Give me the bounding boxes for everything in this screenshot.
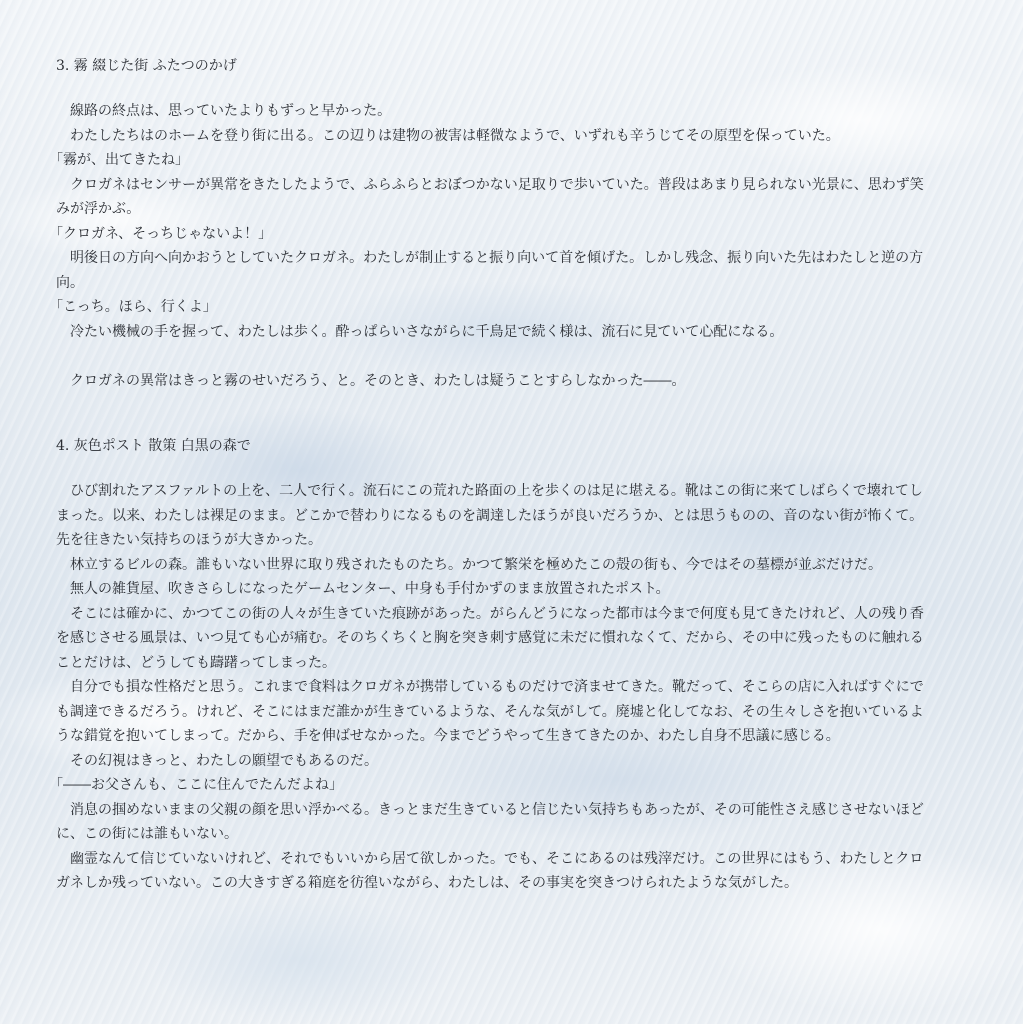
- paragraph: 明後日の方向へ向かおうとしていたクロガネ。わたしが制止すると振り向いて首を傾げた。しかし残念、振り向いた先はわたしと逆の方向。: [56, 250, 924, 291]
- dialogue-line: 「霧が、出てきたね」: [49, 152, 189, 168]
- paragraph: そこには確かに、かつてこの街の人々が生きていた痕跡があった。がらんどうになった都市は今まで何度も見てきたけれど、人の残り香を感じさせる風景は、いつ見ても心が痛む。そのちくちくと胸を突き刺す感覚に未だに慣れなくて、だから、その中に残ったものに触れることだけは、どうしても躊躇ってしまった。: [56, 605, 924, 671]
- paragraph: 無人の雑貨屋、吹きさらしになったゲームセンター、中身も手付かずのまま放置されたポスト。: [70, 581, 670, 597]
- section-3-heading: 3. 霧 綴じた街 ふたつのかげ: [56, 58, 237, 74]
- dialogue-line: 「クロガネ、そっちじゃないよ！」: [49, 225, 273, 242]
- paragraph: 消息の掴めないままの父親の顔を思い浮かべる。きっとまだ生きていると信じたい気持ちもあったが、その可能性さえ感じさせないほどに、この街には誰もいない。: [56, 801, 924, 842]
- document-page: [49, 56, 936, 896]
- paragraph-gap: [56, 344, 936, 369]
- dialogue-line: 「こっち。ほら、行くよ」: [49, 299, 217, 315]
- section-3-body: [49, 99, 936, 393]
- paragraph: 冷たい機械の手を握って、わたしは歩く。酔っぱらいさながらに千鳥足で続く様は、流石に見ていて心配になる。: [70, 323, 784, 340]
- paragraph: 幽霊なんて信じていないけれど、それでもいいから居て欲しかった。でも、そこにあるのは残滓だけ。この世界にはもう、わたしとクロガネしか残っていない。この大きすぎる箱庭を彷徨いながら、わたしは、その事実を突きつけられたような気がした。: [56, 850, 924, 891]
- paragraph: わたしたちはのホームを登り街に出る。この辺りは建物の被害は軽微なようで、いずれも辛うじてその原型を保っていた。: [70, 127, 840, 144]
- paragraph: 自分でも損な性格だと思う。これまで食料はクロガネが携帯しているものだけで済ませてきた。靴だって、そこらの店に入ればすぐにでも調達できるだろう。けれど、そこにはまだ誰かが生きているような、そんな気がして。廃墟と化してなお、その生々しさを抱いているような錯覚を抱いてしまって。だから、手を伸ばせなかった。今までどうやって生きてきたのか、わたし自身不思議に感じる。: [56, 679, 924, 744]
- section-4: [49, 436, 936, 896]
- paragraph: クロガネの異常はきっと霧のせいだろう、と。そのとき、わたしは疑うことすらしなかった――。: [70, 372, 686, 389]
- paragraph: 線路の終点は、思っていたよりもずっと早かった。: [70, 103, 392, 119]
- paragraph: その幻視はきっと、わたしの願望でもあるのだ。: [70, 752, 378, 769]
- paragraph: 林立するビルの森。誰もいない世界に取り残されたものたち。かつて繁栄を極めたこの殻の街も、今ではその墓標が並ぶだけだ。: [70, 556, 882, 573]
- paragraph: クロガネはセンサーが異常をきたしたようで、ふらふらとおぼつかない足取りで歩いていた。普段はあまり見られない光景に、思わず笑みが浮かぶ。: [56, 176, 924, 217]
- section-3: [49, 56, 936, 393]
- section-4-body: [49, 479, 936, 896]
- section-4-heading: 4. 灰色ポスト 散策 白黒の森で: [56, 438, 251, 454]
- paragraph: ひび割れたアスファルトの上を、二人で行く。流石にこの荒れた路面の上を歩くのは足に堪える。靴はこの街に来てしばらくで壊れてしまった。以来、わたしは裸足のまま。どこかで替わりになるものを調達したほうが良いだろうか、とは思うものの、音のない街が怖くて。先を往きたい気持ちのほうが大きかった。: [56, 483, 924, 548]
- dialogue-line: 「――お父さんも、ここに住んでたんだよね」: [49, 777, 343, 793]
